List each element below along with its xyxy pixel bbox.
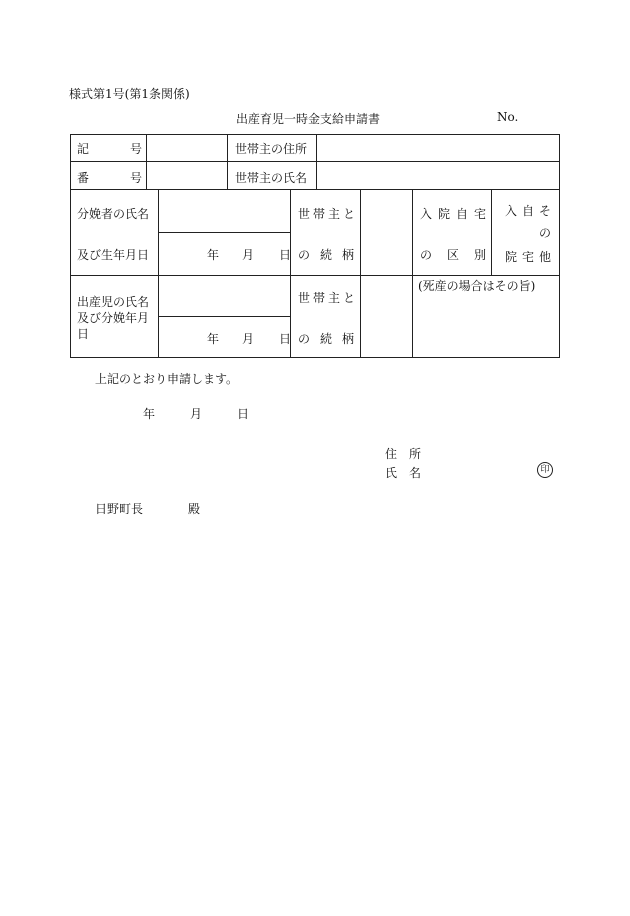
applicant-address-label-2: 所 [409,447,422,461]
row-divider-3 [70,275,560,276]
child-relation-top-2: 帯 [313,291,326,305]
col-divider-kigo [146,134,147,190]
child-name-label-3: 日 [77,327,90,341]
other-top-1: 入 [505,204,518,218]
relation-bottom-3: 柄 [342,248,355,262]
mother-birth-label: 及び生年月日 [77,248,150,262]
relation-top-1: 世 [298,207,311,221]
other-top-2: 自 [522,204,535,218]
inpatient-top-1: 入 [420,207,433,221]
child-relation-top-3: 主 [328,291,341,305]
col-divider-category [412,189,413,357]
child-relation-bottom-2: 続 [320,332,333,346]
relation-top-4: と [343,207,356,221]
child-name-label-2: 及び分娩年月 [77,311,150,325]
table-border-top [70,134,560,135]
child-relation-bottom-1: の [298,332,311,346]
date-divider-1 [158,232,290,233]
child-relation-top-1: 世 [298,291,311,305]
relation-top-3: 主 [328,207,341,221]
number-label: No. [497,110,519,124]
other-bottom-2: 宅 [522,250,535,264]
child-name-label-1: 出産児の氏名 [77,295,150,309]
seal-mark: 印 [537,462,553,478]
applicant-address-label-1: 住 [385,447,398,461]
table-border-left [70,134,71,358]
kigo-label-2: 号 [130,142,143,156]
application-date-year: 年 [143,407,156,421]
row-divider-1 [70,161,560,162]
form-id: 様式第1号(第1条関係) [69,87,190,101]
mayor-addressee: 日野町長 [95,502,144,516]
table-border-bottom [70,357,560,358]
mother-name-label: 分娩者の氏名 [77,207,150,221]
child-relation-top-4: と [343,291,356,305]
date-divider-2 [158,316,290,317]
relation-bottom-1: の [298,248,311,262]
other-top-3: そ [539,204,552,218]
child-relation-bottom-3: 柄 [342,332,355,346]
honorific: 殿 [188,502,201,516]
child-date-year: 年 [207,332,220,346]
declaration-text: 上記のとおり申請します。 [95,372,239,386]
mother-date-year: 年 [207,248,220,262]
applicant-name-label-2: 名 [409,466,422,480]
table-border-right [559,134,560,358]
inpatient-bottom-2: 区 [447,248,460,262]
stillbirth-note: (死産の場合はその旨) [418,279,536,293]
household-name-label: 世帯主の氏名 [235,171,308,185]
relation-top-2: 帯 [313,207,326,221]
col-divider-household [316,134,317,190]
col-divider-other [491,189,492,276]
bango-label-1: 番 [77,171,90,185]
applicant-name-label-1: 氏 [385,466,398,480]
household-address-label: 世帯主の住所 [235,142,308,156]
relation-bottom-2: 続 [320,248,333,262]
inpatient-top-3: 自 [456,207,469,221]
col-divider-value [227,134,228,190]
col-divider-relation-value [360,189,361,357]
child-date-day: 日 [279,332,292,346]
inpatient-bottom-1: の [420,248,433,262]
col-divider-name [158,189,159,357]
application-form-table [70,134,560,358]
mother-date-month: 月 [242,248,255,262]
inpatient-top-4: 宅 [474,207,487,221]
row-divider-2 [70,189,560,190]
other-mid: の [539,226,552,240]
application-date-day: 日 [237,407,250,421]
child-date-month: 月 [242,332,255,346]
mother-date-day: 日 [279,248,292,262]
bango-label-2: 号 [130,171,143,185]
application-date-month: 月 [190,407,203,421]
form-title: 出産育児一時金支給申請書 [236,112,381,126]
other-bottom-3: 他 [539,250,552,264]
inpatient-top-2: 院 [438,207,451,221]
other-bottom-1: 院 [505,250,518,264]
kigo-label-1: 記 [77,142,90,156]
inpatient-bottom-3: 別 [474,248,487,262]
